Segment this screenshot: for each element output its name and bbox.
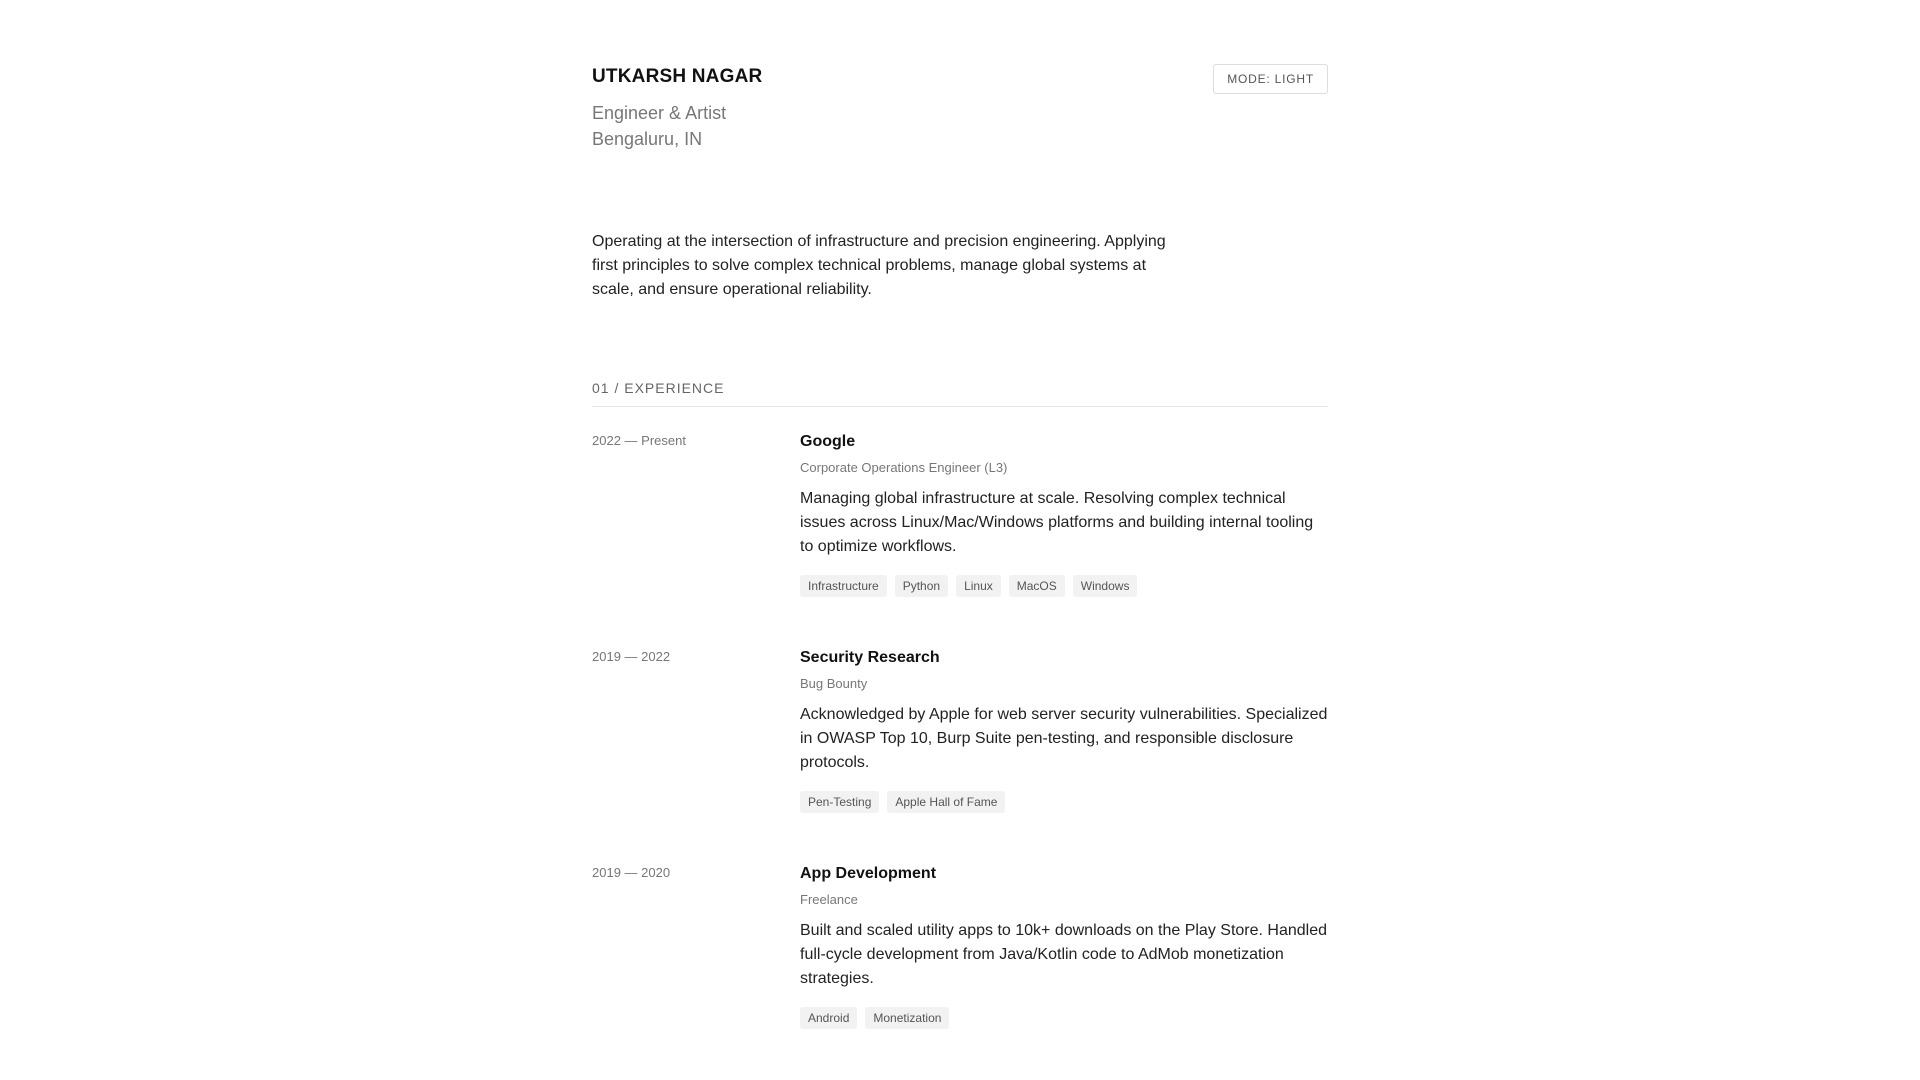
- person-name: UTKARSH NAGAR: [592, 66, 763, 87]
- entry-date: 2019 — 2020: [592, 865, 671, 880]
- header: [592, 64, 1328, 154]
- skill-tag: Python: [895, 575, 948, 597]
- intro-text: Operating at the intersection of infrastructure and precision engineering. Applying first principles to solve complex technical problems, manage global systems at scale, and ensure operational reliability.: [592, 233, 1166, 298]
- resume-page: [592, 0, 1328, 1029]
- skill-tag: Pen-Testing: [800, 791, 879, 813]
- mode-toggle-button[interactable]: MODE: LIGHT: [1213, 64, 1328, 94]
- entry-role: Corporate Operations Engineer (L3): [800, 460, 1008, 475]
- entry-role: Bug Bounty: [800, 676, 868, 691]
- person-location: Bengaluru, IN: [592, 129, 703, 149]
- skill-tag: MacOS: [1009, 575, 1065, 597]
- entry-title: Security Research: [800, 649, 940, 666]
- tag-list: [800, 791, 1328, 813]
- section-heading-experience: 01 / EXPERIENCE: [592, 380, 1328, 407]
- entry-body: [800, 647, 1328, 813]
- experience-entry: [592, 863, 1328, 1029]
- entry-description: Managing global infrastructure at scale. Resolving complex technical issues across Linux/Mac/Windows platforms and building internal tooling to optimize workflows.: [800, 490, 1314, 555]
- entry-body: [800, 863, 1328, 1029]
- entry-title: Google: [800, 433, 856, 450]
- entry-date: 2022 — Present: [592, 433, 686, 448]
- skill-tag: Apple Hall of Fame: [887, 791, 1005, 813]
- skill-tag: Windows: [1073, 575, 1138, 597]
- entry-title: App Development: [800, 865, 937, 882]
- entry-date: 2019 — 2022: [592, 649, 671, 664]
- skill-tag: Linux: [956, 575, 1001, 597]
- entry-description: Built and scaled utility apps to 10k+ downloads on the Play Store. Handled full-cycle development from Java/Kotlin code to AdMob monetization strategies.: [800, 922, 1327, 987]
- experience-list: [592, 431, 1328, 1029]
- experience-entry: [592, 431, 1328, 597]
- tag-list: [800, 575, 1328, 597]
- tag-list: [800, 1007, 1328, 1029]
- entry-description: Acknowledged by Apple for web server security vulnerabilities. Specialized in OWASP Top 10, Burp Suite pen-testing, and responsible disclosure protocols.: [800, 706, 1328, 771]
- skill-tag: Android: [800, 1007, 857, 1029]
- person-role: Engineer & Artist: [592, 103, 727, 123]
- skill-tag: Monetization: [865, 1007, 949, 1029]
- skill-tag: Infrastructure: [800, 575, 887, 597]
- entry-role: Freelance: [800, 892, 858, 907]
- experience-entry: [592, 647, 1328, 813]
- entry-body: [800, 431, 1328, 597]
